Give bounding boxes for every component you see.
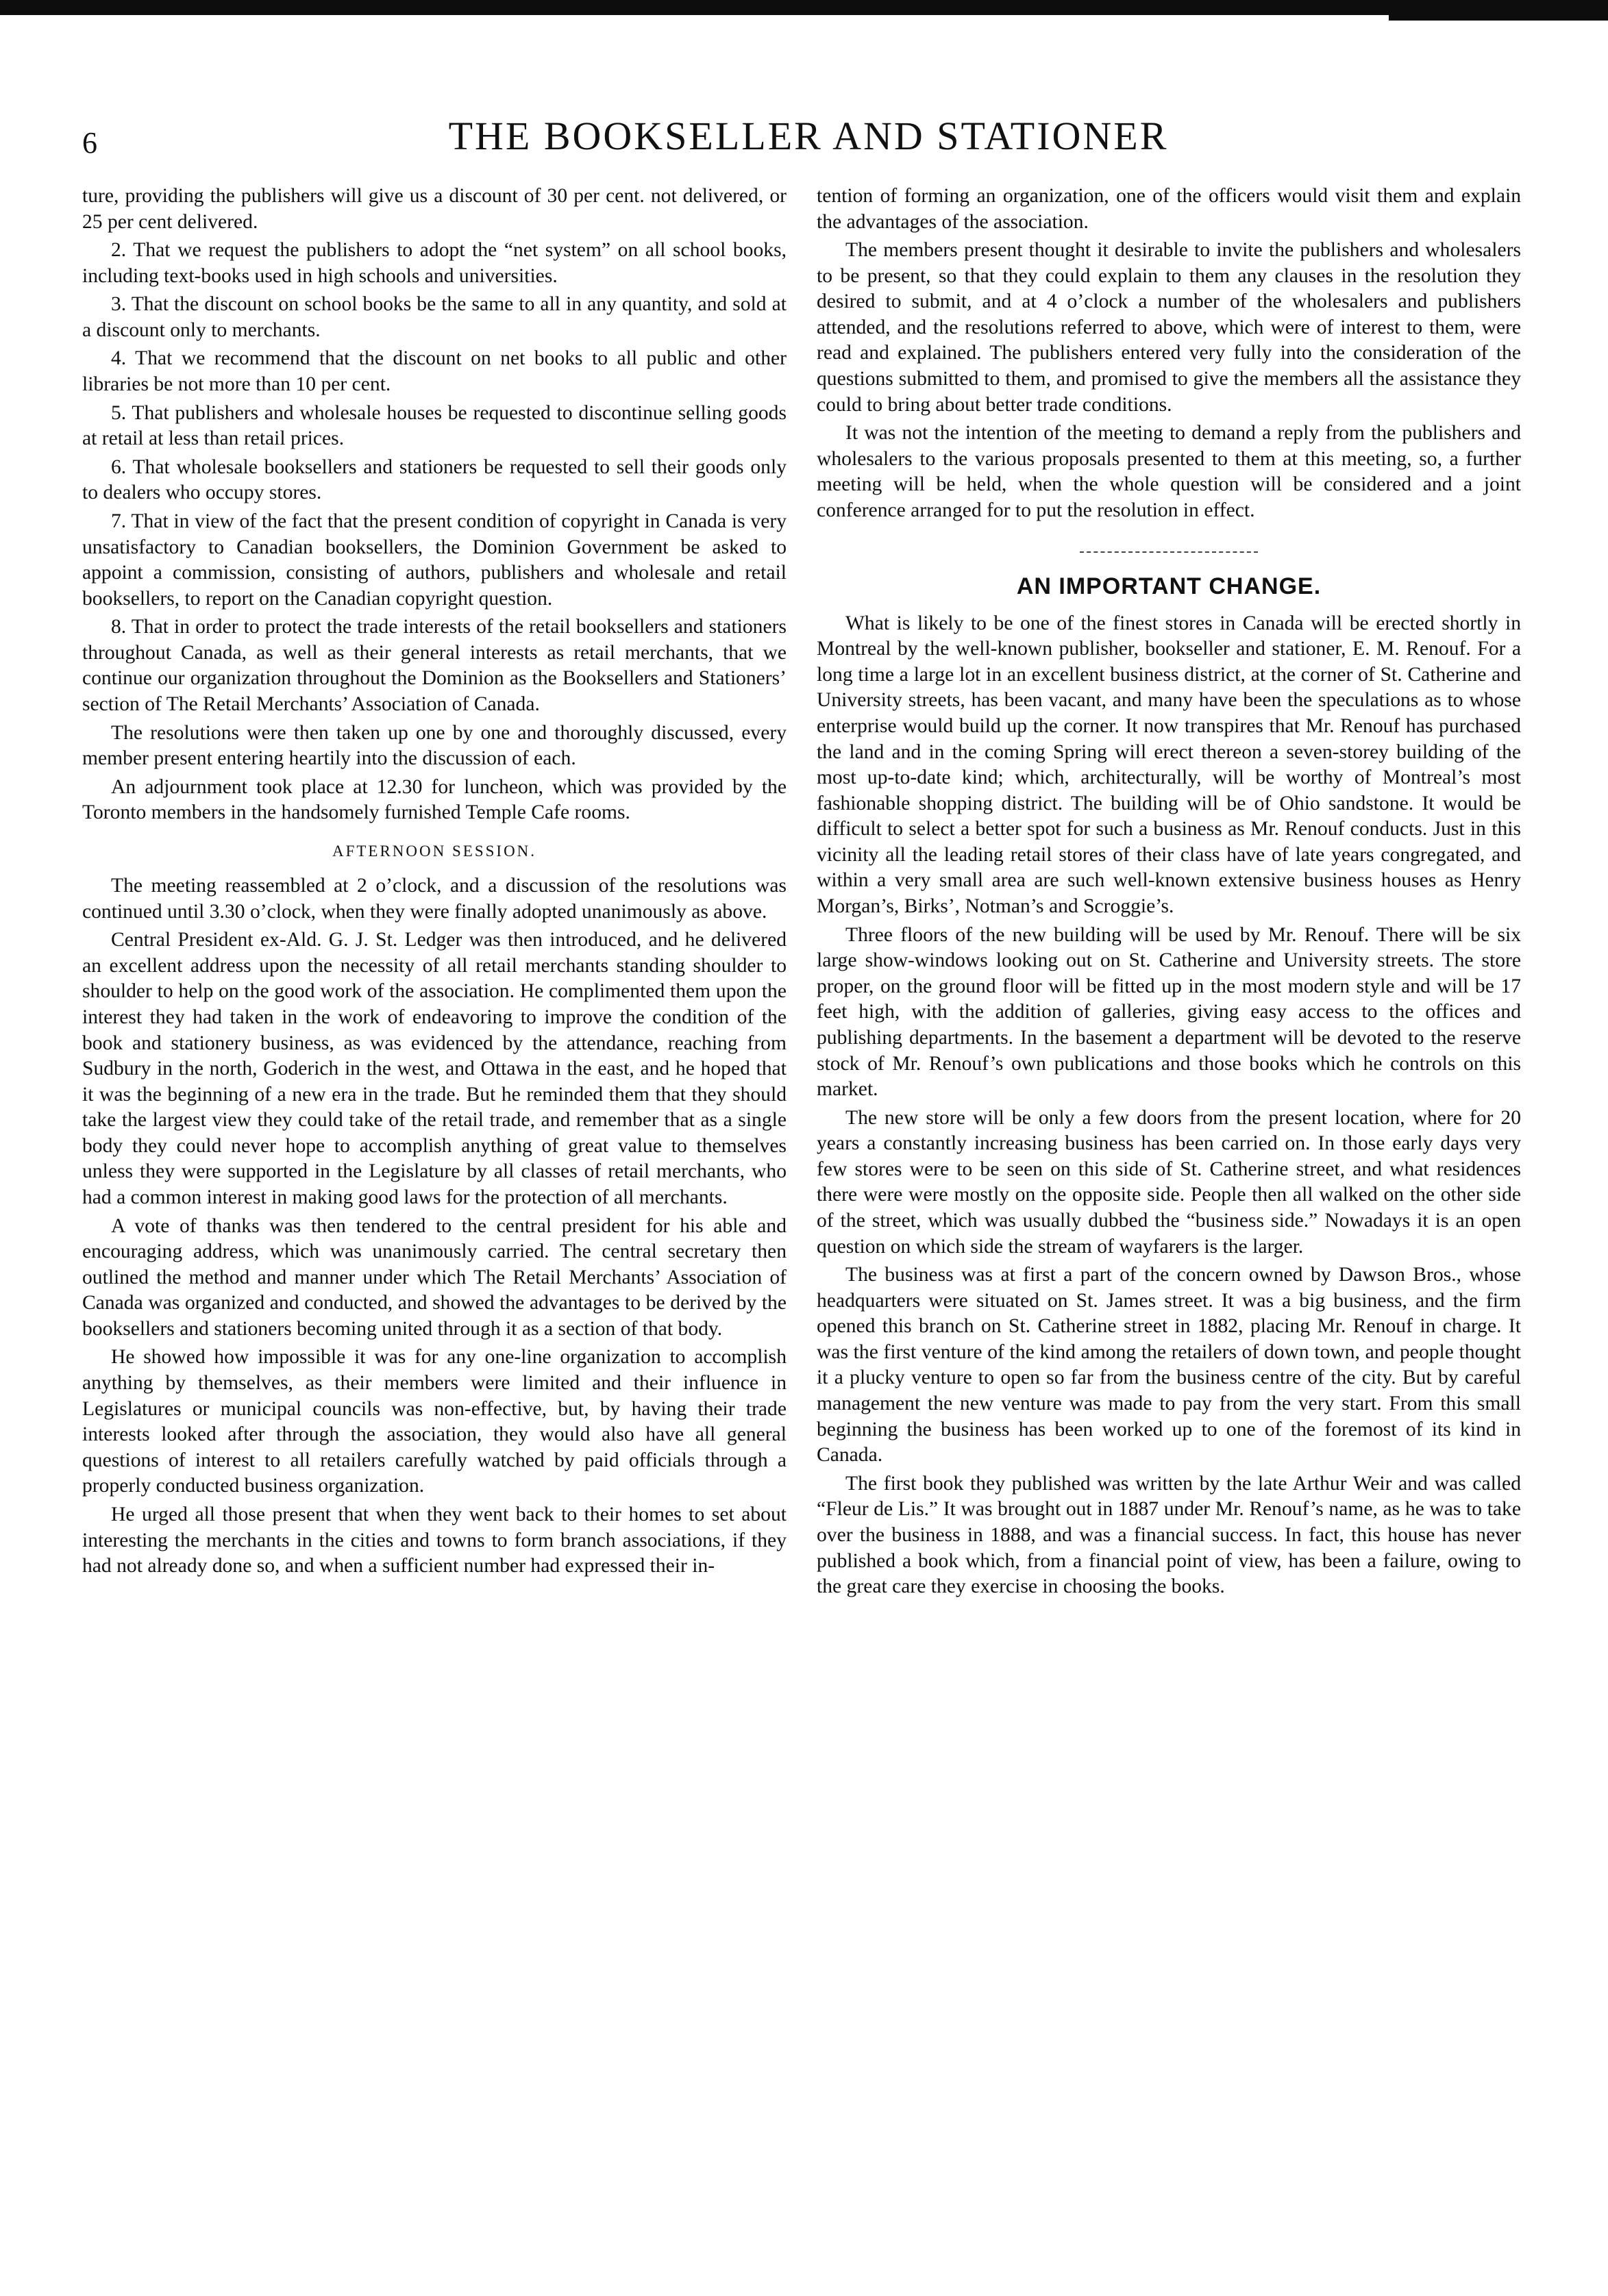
paragraph: Three floors of the new building will be used by Mr. Renouf. There will be six large show-windows looking out on St. Catherine and University streets. The store proper, on the ground floor will be fitted up in the most modern style and will be 17 feet high, with the addition of galleries, giving easy access to the offices and publishing departments. In the basement a department will be devoted to the reserve stock of Mr. Renouf’s own publications and those books which he controls on this market. [817, 923, 1521, 1101]
resolution-8: 8. That in order to protect the trade interests of the retail booksellers and stationers throughout Canada, as well as their general interests as retail merchants, that we continue our organization throughout the Dominion as the Booksellers and Stationers’ section of The Retail Merchants’ Association of Canada. [82, 616, 787, 715]
paragraph: It was not the intention of the meeting to demand a reply from the publishers and wholesalers to the various proposals presented to them at this meeting, so, a further meeting will be held, when the whole question will be considered and a joint conference arranged for to put the resolution in effect. [817, 422, 1521, 521]
paragraph: An adjournment took place at 12.30 for luncheon, which was provided by the Toronto members in the handsomely furnished Temple Cafe rooms. [82, 775, 787, 824]
paragraph: The first book they published was written by the late Arthur Weir and was called “Fleur de Lis.” It was brought out in 1887 under Mr. Renouf’s name, as he was to take over the business in 1888, and was a financial success. In fact, this house has never published a book which, from a financial point of view, has been a failure, owing to the great care they exercise in choosing the books. [817, 1472, 1521, 1598]
resolution-6: 6. That wholesale booksellers and stationers be requested to sell their goods only to dealers who occupy stores. [82, 456, 787, 504]
resolution-7: 7. That in view of the fact that the present condition of copyright in Canada is very unsatisfactory to Canadian booksellers, the Dominion Government be asked to appoint a commission, consisting of authors, publishers and wholesale and retail booksellers, to report on the Canadian copyright question. [82, 510, 787, 610]
resolution-4: 4. That we recommend that the discount on net books to all public and other libraries be not more than 10 per cent. [82, 347, 787, 396]
page-header [82, 113, 1535, 168]
paragraph: tention of forming an organization, one of the officers would visit them and explain the advantages of the association. [817, 185, 1521, 233]
paragraph: ture, providing the publishers will give us a discount of 30 per cent. not delivered, or 25 per cent delivered. [82, 185, 787, 233]
paragraph: A vote of thanks was then tendered to the central president for his able and encouraging address, which was unanimously carried. The central secretary then outlined the method and manner under which The Retail Merchants’ Association of Canada was organized and conducted, and showed the advantages to be derived by the booksellers and stationers becoming united through it as a section of that body. [82, 1214, 787, 1340]
paragraph: The new store will be only a few doors from the present location, where for 20 years a constantly increasing business has been carried on. In those early days very few stores were to be seen on this side of St. Catherine street, and what residences there were were mostly on the opposite side. People then all walked on the other side of the street, which was usually dubbed the “business side.” Nowadays it is an open question on which side the stream of wayfarers is the larger. [817, 1106, 1521, 1258]
paragraph: He showed how impossible it was for any one-line organization to accomplish anything by themselves, as their members were limited and their influence in Legislatures or municipal councils was non-effective, but, by having their trade interests looked after through the association, they would also have all general questions of interest to all retailers carefully watched by paid officials through a properly conducted business organization. [82, 1346, 787, 1497]
afternoon-session-heading: AFTERNOON SESSION. [332, 842, 537, 860]
paragraph: The resolutions were then taken up one by one and thoroughly discussed, every member present entering heartily into the discussion of each. [82, 721, 787, 770]
left-column [82, 184, 787, 2252]
resolution-2: 2. That we request the publishers to adopt the “net system” on all school books, including text-books used in high schools and universities. [82, 239, 787, 287]
paragraph: Central President ex-Ald. G. J. St. Ledger was then introduced, and he delivered an excellent address upon the necessity of all retail merchants standing shoulder to shoulder to help on the good work of the association. He complimented them upon the interest they had taken in the work of endeavoring to improve the condition of the book and stationery business, as was evidenced by the attendance, reaching from Sudbury in the north, Goderich in the west, and Ottawa in the east, and he hoped that it was the beginning of a new era in the trade. But he reminded them that they should take the largest view they could take of the retail trade, and remember that as a single body they could never hope to accomplish anything of great value to themselves unless they were supported in the Legislature by all classes of retail merchants, who had a common interest in making good laws for the protection of all merchants. [82, 929, 787, 1209]
paragraph: What is likely to be one of the finest stores in Canada will be erected shortly in Montreal by the well-known publisher, bookseller and stationer, E. M. Renouf. For a long time a large lot in an excellent business district, at the corner of St. Catherine and University streets, has been vacant, and many have been the speculations as to whose enterprise would build up the corner. It now transpires that Mr. Renouf has purchased the land and in the coming Spring will erect thereon a seven-storey building of the most up-to-date kind; which, architecturally, will be worthy of Montreal’s most fashionable shopping district. The building will be of Ohio sandstone. It would be difficult to select a better spot for such a business as Mr. Renouf conducts. Just in this vicinity all the leading retail stores of their class have of late years congregated, and within a very small area are such well-known extensive business houses as Henry Morgan’s, Birks’, Notman’s and Scroggie’s. [817, 612, 1521, 918]
top-border-rule [0, 0, 1608, 15]
section-divider [1080, 551, 1258, 553]
running-title: THE BOOKSELLER AND STATIONER [448, 114, 1169, 158]
section-heading: AN IMPORTANT CHANGE. [1016, 573, 1322, 599]
resolution-3: 3. That the discount on school books be the same to all in any quantity, and sold at a discount only to merchants. [82, 293, 787, 341]
paragraph: He urged all those present that when they went back to their homes to set about interesting the merchants in the cities and towns to form branch associations, if they had not already done so, and when a sufficient number had expressed their in- [82, 1503, 787, 1577]
right-column [817, 184, 1521, 2252]
resolution-5: 5. That publishers and wholesale houses be requested to discontinue selling goods at retail at less than retail prices. [82, 401, 787, 450]
paragraph: The meeting reassembled at 2 o’clock, and a discussion of the resolutions was continued until 3.30 o’clock, when they were finally adopted unanimously as above. [82, 875, 787, 923]
paragraph: The members present thought it desirable to invite the publishers and wholesalers to be present, so that they could explain to them any clauses in the resolution they desired to submit, and at 4 o’clock a number of the wholesalers and publishers attended, and the resolutions referred to above, which were of interest to them, were read and explained. The publishers entered very fully into the consideration of the questions submitted to them, and promised to give the members all the assistance they could to bring about better trade conditions. [817, 239, 1521, 416]
page-number: 6 [82, 126, 98, 160]
paragraph: The business was at first a part of the concern owned by Dawson Bros., whose headquarters were situated on St. James street. It was a big business, and the firm opened this branch on St. Catherine street in 1882, placing Mr. Renouf in charge. It was the first venture of the kind among the retailers of down town, and people thought it a plucky venture to open so far from the business centre of the city. But by careful management the new venture was made to pay from the very start. From this small beginning the business has been worked up to one of the foremost of its kind in Canada. [817, 1264, 1521, 1467]
